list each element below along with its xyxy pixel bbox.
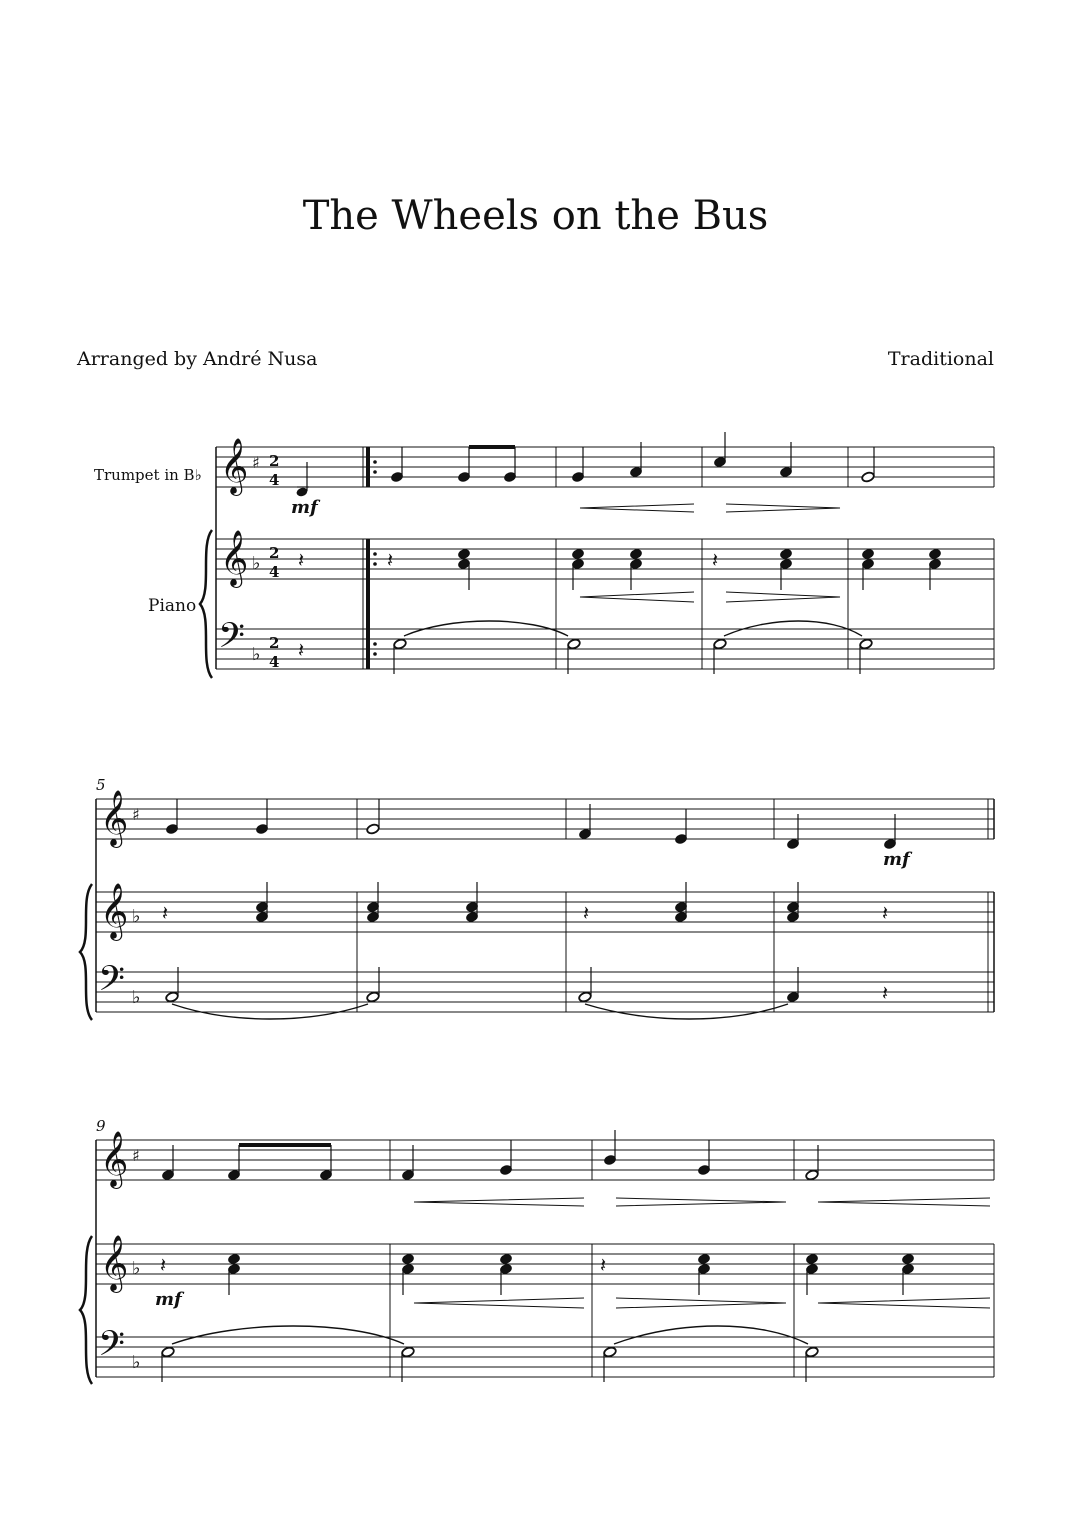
- hairpins: [580, 504, 840, 512]
- time-signature-top: 2: [269, 452, 280, 470]
- measure-number: 9: [96, 1117, 106, 1135]
- barlines: [357, 799, 994, 1012]
- trumpet-notes: [165, 799, 896, 850]
- arranger-credit: Arranged by André Nusa: [77, 348, 318, 370]
- svg-text:𝄽: 𝄽: [712, 548, 719, 572]
- repeat-start-barline: [363, 447, 377, 669]
- treble-clef-icon: 𝄞: [100, 1235, 129, 1291]
- hairpins: [580, 592, 840, 602]
- sharp-key-signature: ♯: [132, 805, 140, 824]
- svg-text:𝄽: 𝄽: [162, 901, 169, 925]
- system-2: [80, 776, 994, 1020]
- page-title: The Wheels on the Bus: [302, 193, 769, 239]
- flat-key-signature: ♭: [132, 1352, 141, 1373]
- time-signature-top: 2: [269, 544, 280, 562]
- sharp-key-signature: ♯: [132, 1146, 140, 1165]
- trumpet-staff: [216, 447, 994, 487]
- treble-clef-icon: 𝄞: [100, 1131, 129, 1187]
- flat-key-signature: ♭: [132, 1258, 141, 1279]
- flat-key-signature: ♭: [132, 987, 141, 1008]
- piano-bass-notes: [161, 1326, 819, 1382]
- time-signature-bottom: 4: [269, 471, 280, 489]
- svg-text:𝄽: 𝄽: [583, 901, 590, 925]
- treble-clef-icon: 𝄞: [100, 790, 129, 846]
- bass-clef-icon: 𝄢: [98, 958, 126, 1007]
- piano-treble-staff: [96, 1244, 994, 1284]
- composer-credit: Traditional: [887, 348, 994, 370]
- piano-treble-staff: [96, 892, 994, 932]
- piano-treble-staff: [216, 539, 994, 579]
- quarter-rest-icon: 𝄽: [298, 548, 305, 572]
- treble-clef-icon: 𝄞: [220, 530, 249, 586]
- treble-clef-icon: 𝄞: [100, 883, 129, 939]
- measure-number: 5: [96, 776, 106, 794]
- time-signature-bottom: 4: [269, 563, 280, 581]
- svg-text:𝄽: 𝄽: [600, 1253, 607, 1277]
- dynamic-mf: mf: [883, 849, 910, 870]
- quarter-rest-icon: 𝄽: [298, 638, 305, 662]
- svg-text:𝄽: 𝄽: [882, 981, 889, 1005]
- piano-treble-chords: [162, 882, 888, 925]
- piano-brace: [80, 1236, 92, 1384]
- instrument-label-piano: Piano: [148, 596, 197, 616]
- trumpet-staff: [96, 799, 994, 839]
- dynamic-mf: mf: [155, 1289, 182, 1310]
- barlines: [556, 447, 994, 669]
- piano-brace: [200, 530, 212, 678]
- piano-bass-staff: [96, 972, 994, 1012]
- svg-text:𝄽: 𝄽: [882, 901, 889, 925]
- hairpins: [414, 1298, 990, 1308]
- piano-brace: [80, 884, 92, 1020]
- svg-text:𝄽: 𝄽: [160, 1253, 167, 1277]
- instrument-label-trumpet: Trumpet in B♭: [94, 466, 202, 484]
- trumpet-notes: [161, 1130, 819, 1181]
- sharp-key-signature: ♯: [252, 453, 260, 472]
- system-3: [80, 1117, 994, 1384]
- dynamic-mf: mf: [291, 497, 318, 518]
- treble-clef-icon: 𝄞: [220, 438, 249, 494]
- bass-clef-icon: 𝄢: [98, 1323, 126, 1372]
- hairpins: [414, 1198, 990, 1206]
- time-signature-bottom: 4: [269, 653, 280, 671]
- piano-bass-staff: [96, 1337, 994, 1377]
- flat-key-signature: ♭: [252, 644, 261, 665]
- piano-bass-staff: [216, 629, 994, 669]
- piano-bass-notes: [165, 967, 888, 1019]
- system-1: [94, 432, 994, 678]
- flat-key-signature: ♭: [252, 553, 261, 574]
- bass-clef-icon: 𝄢: [218, 615, 246, 664]
- svg-text:𝄽: 𝄽: [387, 548, 394, 572]
- flat-key-signature: ♭: [132, 906, 141, 927]
- time-signature-top: 2: [269, 634, 280, 652]
